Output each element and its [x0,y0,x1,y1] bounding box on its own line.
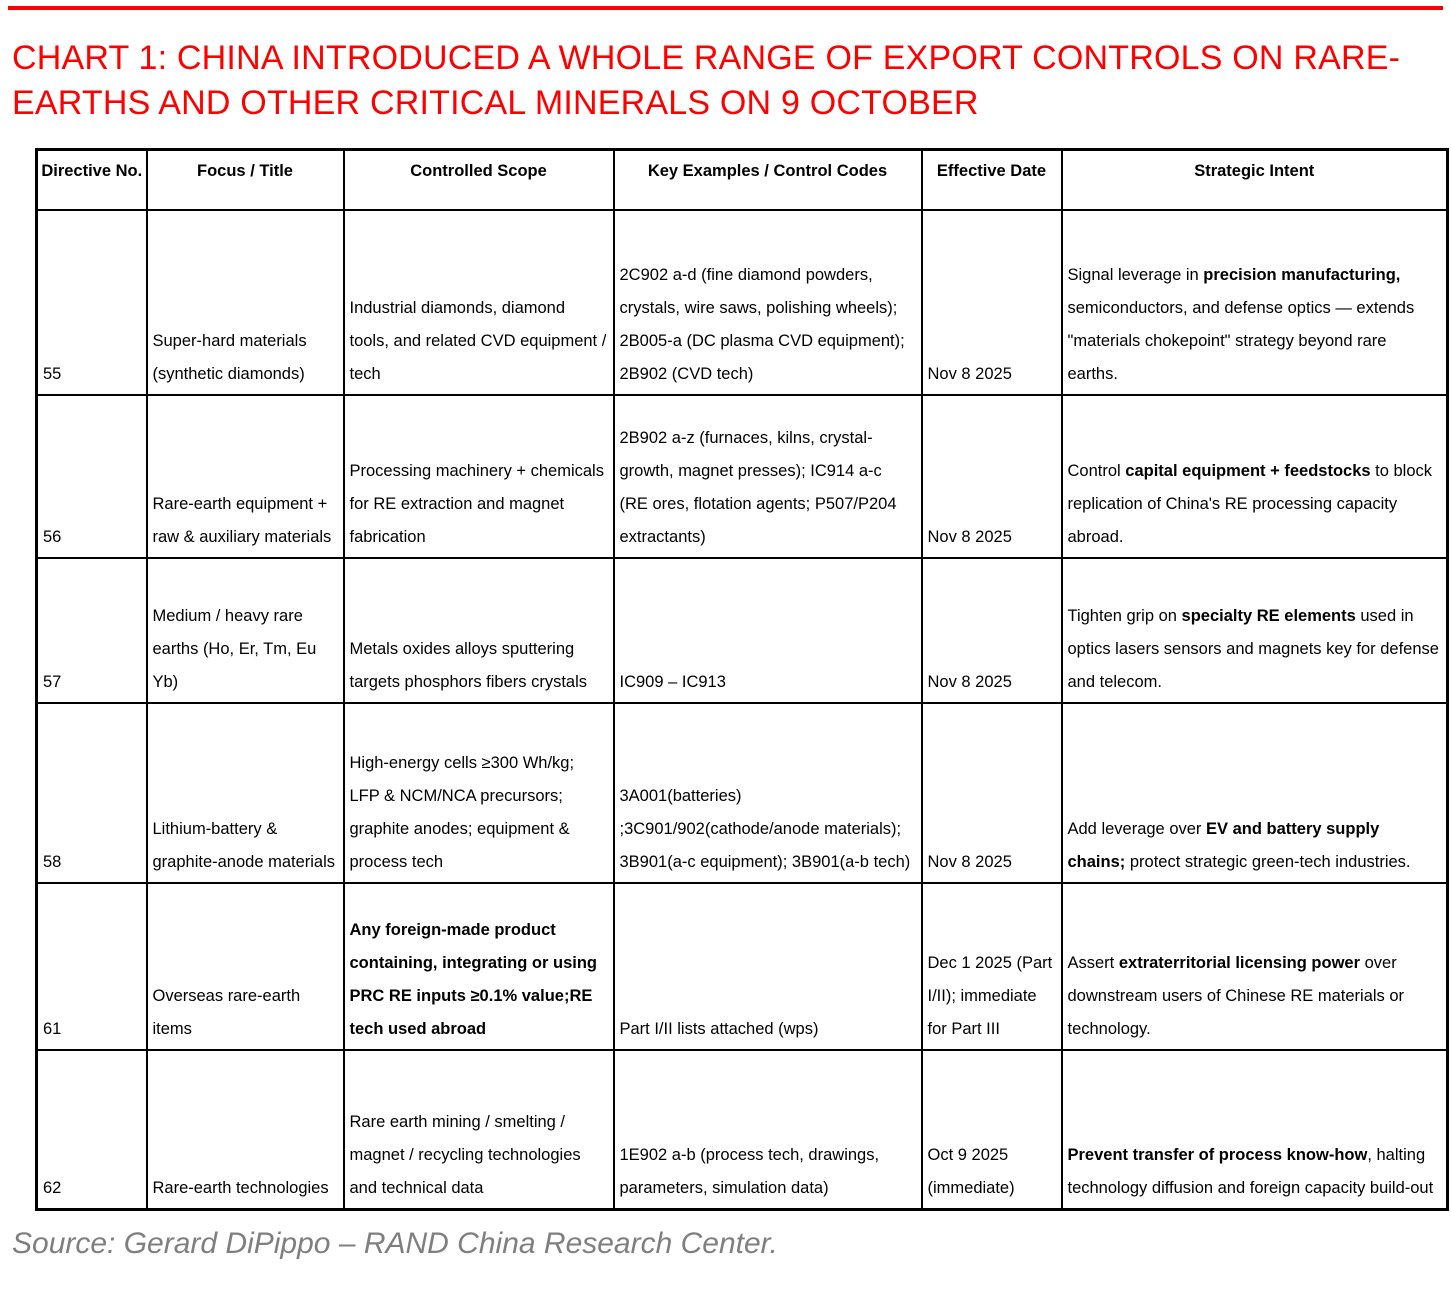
cell-key-examples: 2C902 a-d (fine diamond powders, crystals, wire saws, polishing wheels); 2B005-a (DC plasma CVD equipment); 2B902 (CVD tech) [614,210,922,395]
header-controlled-scope: Controlled Scope [344,150,614,210]
cell-focus-title: Medium / heavy rare earths (Ho, Er, Tm, Eu Yb) [147,558,344,703]
cell-focus-title: Lithium-battery & graphite-anode materials [147,703,344,883]
source-attribution: Source: Gerard DiPippo – RAND China Research Center. [12,1227,778,1260]
cell-focus-title: Super-hard materials (synthetic diamonds) [147,210,344,395]
cell-focus-title: Rare-earth technologies [147,1050,344,1210]
header-focus-title: Focus / Title [147,150,344,210]
header-strategic-intent: Strategic Intent [1062,150,1448,210]
table-row-directive-58 [37,703,1448,883]
cell-key-examples: 1E902 a-b (process tech, drawings, parameters, simulation data) [614,1050,922,1210]
table-row-directive-61 [37,883,1448,1050]
cell-effective-date: Nov 8 2025 [922,395,1062,558]
cell-strategic-intent: Control capital equipment + feedstocks to block replication of China's RE processing capacity abroad. [1062,395,1448,558]
cell-controlled-scope: Any foreign-made product containing, integrating or using PRC RE inputs ≥0.1% value;RE tech used abroad [344,883,614,1050]
cell-directive-no: 62 [37,1050,147,1210]
export-controls-table [35,148,1449,1211]
cell-controlled-scope: High-energy cells ≥300 Wh/kg; LFP & NCM/NCA precursors; graphite anodes; equipment & process tech [344,703,614,883]
cell-effective-date: Nov 8 2025 [922,558,1062,703]
table-row-directive-57 [37,558,1448,703]
cell-effective-date: Nov 8 2025 [922,210,1062,395]
cell-focus-title: Rare-earth equipment + raw & auxiliary materials [147,395,344,558]
cell-directive-no: 56 [37,395,147,558]
cell-effective-date: Oct 9 2025 (immediate) [922,1050,1062,1210]
cell-controlled-scope: Processing machinery + chemicals for RE extraction and magnet fabrication [344,395,614,558]
cell-strategic-intent: Prevent transfer of process know-how, halting technology diffusion and foreign capacity build-out [1062,1050,1448,1210]
top-rule-divider [8,6,1443,10]
cell-directive-no: 55 [37,210,147,395]
header-directive-no: Directive No. [37,150,147,210]
cell-effective-date: Nov 8 2025 [922,703,1062,883]
cell-strategic-intent: Add leverage over EV and battery supply chains; protect strategic green-tech industries. [1062,703,1448,883]
table-body [37,210,1448,1210]
header-effective-date: Effective Date [922,150,1062,210]
cell-key-examples: Part I/II lists attached (wps) [614,883,922,1050]
cell-directive-no: 61 [37,883,147,1050]
table-header [37,150,1448,210]
cell-effective-date: Dec 1 2025 (Part I/II); immediate for Part III [922,883,1062,1050]
cell-key-examples: 2B902 a-z (furnaces, kilns, crystal-growth, magnet presses); IC914 a-c (RE ores, flotation agents; P507/P204 extractants) [614,395,922,558]
cell-directive-no: 58 [37,703,147,883]
cell-key-examples: 3A001(batteries) ;3C901/902(cathode/anode materials); 3B901(a-c equipment); 3B901(a-b tech) [614,703,922,883]
header-key-examples: Key Examples / Control Codes [614,150,922,210]
cell-controlled-scope: Industrial diamonds, diamond tools, and related CVD equipment / tech [344,210,614,395]
table-row-directive-62 [37,1050,1448,1210]
cell-controlled-scope: Metals oxides alloys sputtering targets phosphors fibers crystals [344,558,614,703]
cell-directive-no: 57 [37,558,147,703]
cell-strategic-intent: Tighten grip on specialty RE elements used in optics lasers sensors and magnets key for defense and telecom. [1062,558,1448,703]
page-title: CHART 1: CHINA INTRODUCED A WHOLE RANGE OF EXPORT CONTROLS ON RARE-EARTHS AND OTHER CRITICAL MINERALS ON 9 OCTOBER [12,39,1401,122]
table-row-directive-56 [37,395,1448,558]
cell-strategic-intent: Signal leverage in precision manufacturing, semiconductors, and defense optics — extends "materials chokepoint" strategy beyond rare earths. [1062,210,1448,395]
header-row [37,150,1448,210]
cell-controlled-scope: Rare earth mining / smelting / magnet / recycling technologies and technical data [344,1050,614,1210]
table-row-directive-55 [37,210,1448,395]
cell-focus-title: Overseas rare-earth items [147,883,344,1050]
cell-strategic-intent: Assert extraterritorial licensing power over downstream users of Chinese RE materials or technology. [1062,883,1448,1050]
cell-key-examples: IC909 – IC913 [614,558,922,703]
